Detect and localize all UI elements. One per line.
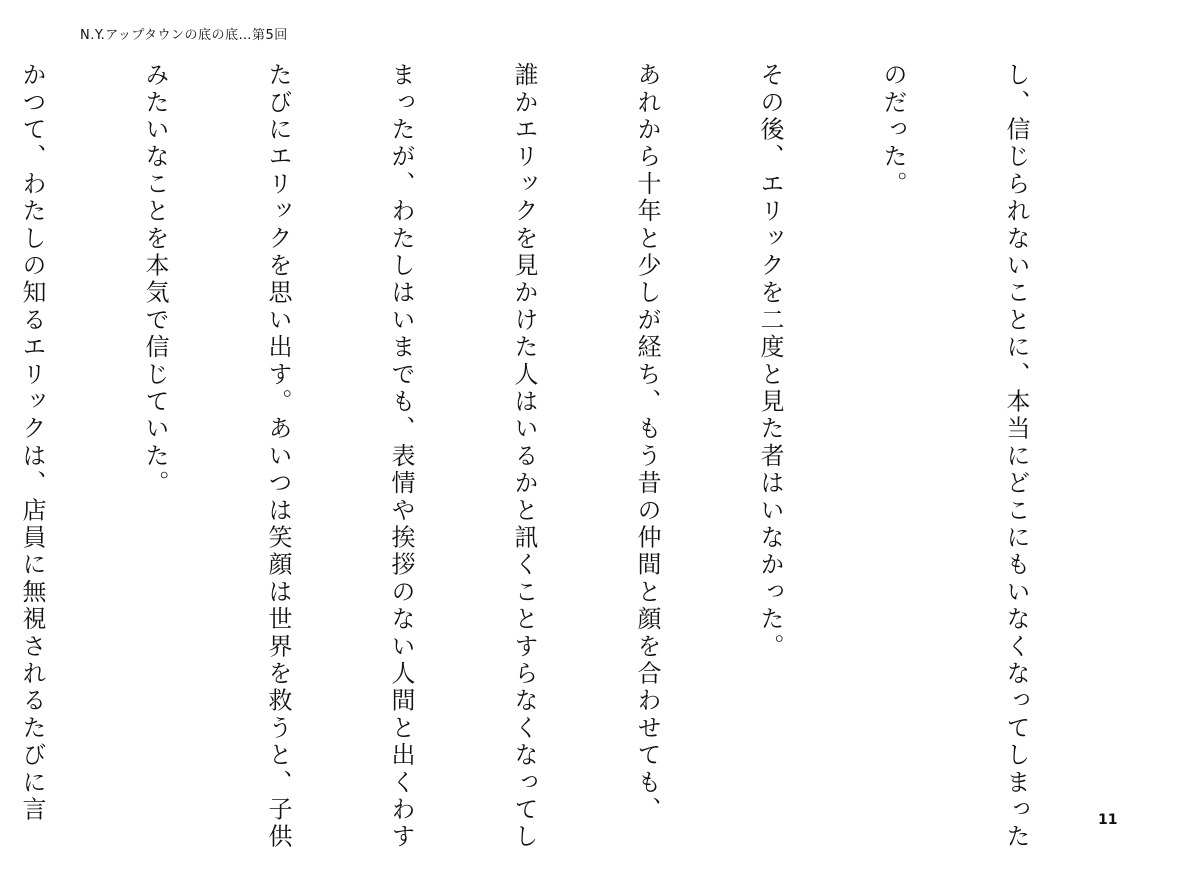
- text-line: あれから十年と少しが経ち、もう昔の仲間と顔を合わせても、: [633, 62, 661, 824]
- text-line: かつて、わたしの知るエリックは、店員に無視されるたびに言: [18, 62, 46, 824]
- running-header: N.Y.アップタウンの底の底…第5回: [80, 28, 288, 43]
- text-line: みたいなことを本気で信じていた。: [141, 62, 169, 498]
- text-line: その後、エリックを二度と見た者はいなかった。: [756, 62, 784, 661]
- text-line: たびにエリックを思い出す。あいつは笑顔は世界を救うと、子供: [264, 62, 292, 851]
- page-number: 11: [1098, 812, 1118, 828]
- text-line: し、信じられないことに、本当にどこにもいなくなってしまった: [1002, 62, 1030, 851]
- text-line: 誰かエリックを見かけた人はいるかと訊くことすらなくなってし: [510, 62, 538, 851]
- text-line: のだった。: [879, 62, 907, 198]
- text-line: まったが、わたしはいまでも、表情や挨拶のない人間と出くわす: [387, 62, 415, 851]
